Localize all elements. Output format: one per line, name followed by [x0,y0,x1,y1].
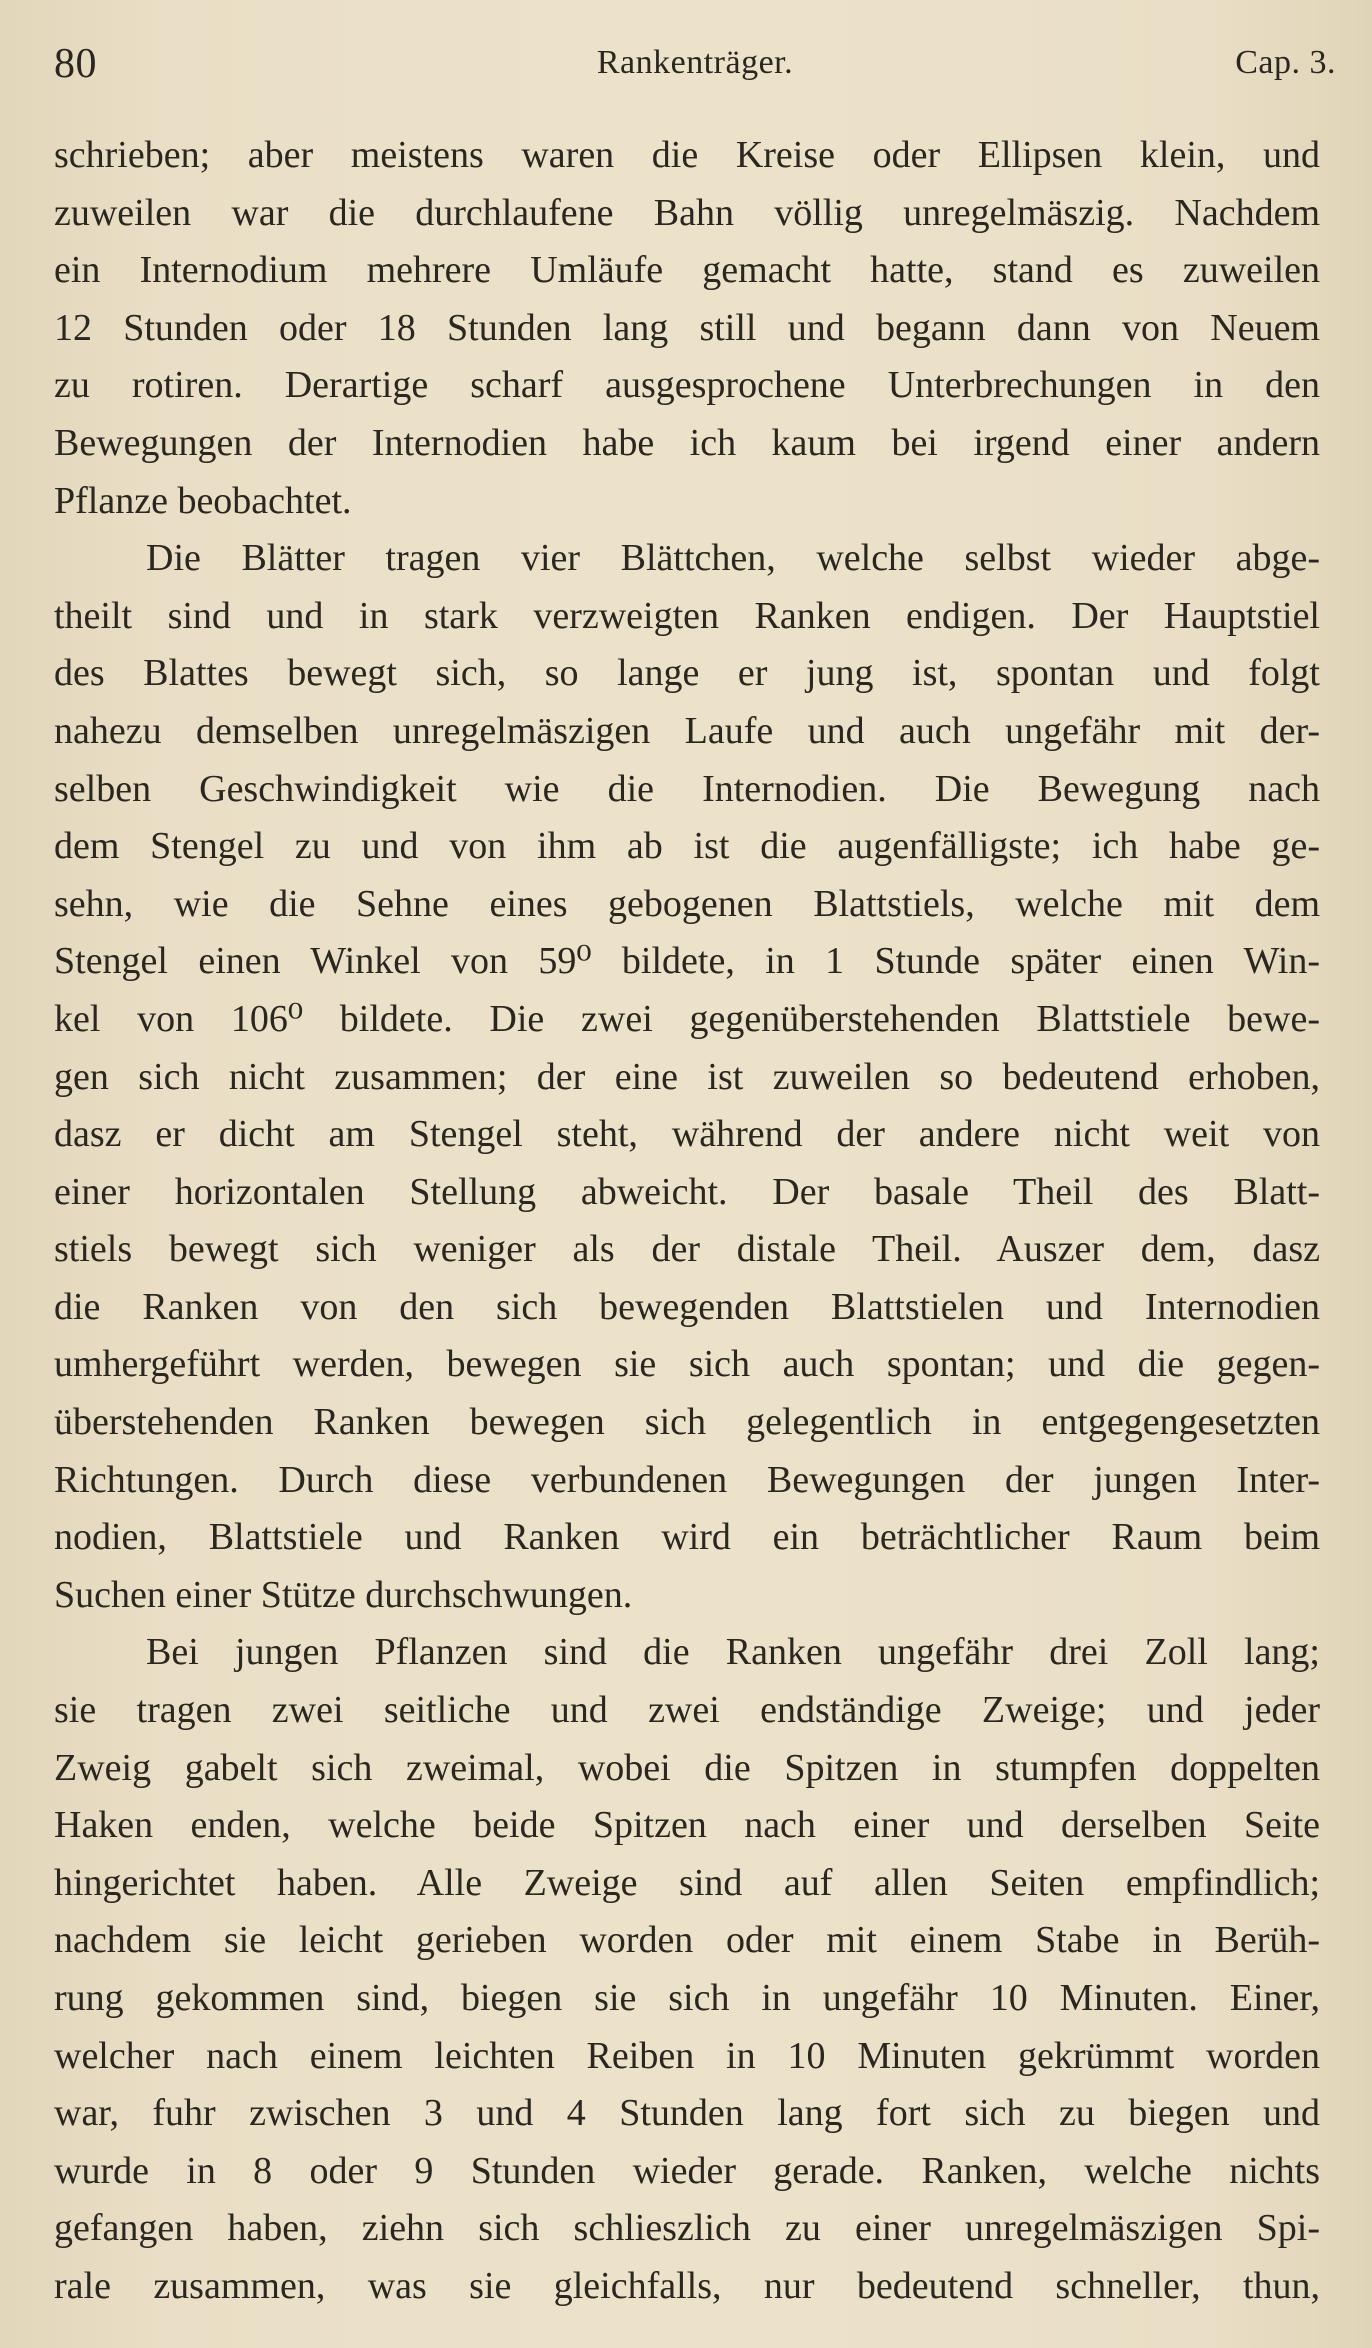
chapter-label: Cap. 3. [1235,44,1336,81]
text-line: nahezu demselben unregelmäszigen Laufe und auch ungefähr mit der- [54,709,1320,752]
text-line: Bei jungen Pflanzen sind die Ranken ungefähr drei Zoll lang; [146,1631,1320,1674]
text-line: ein Internodium mehrere Umläufe gemacht hatte, stand es zuweilen [54,249,1320,292]
text-line: war, fuhr zwischen 3 und 4 Stunden lang fort sich zu biegen und [54,2092,1320,2135]
text-line: 12 Stunden oder 18 Stunden lang still und begann dann von Neuem [54,306,1320,349]
text-line: Pflanze beobachtet. [54,479,352,522]
running-head [54,40,1336,100]
text-line: gefangen haben, ziehn sich schlieszlich zu einer unregelmäszigen Spi- [54,2207,1320,2250]
text-line: Stengel einen Winkel von 59⁰ bildete, in 1 Stunde später einen Win- [54,940,1320,983]
paragraph [54,127,1320,530]
text-line: umhergeführt werden, bewegen sie sich auch spontan; und die gegen- [54,1343,1320,1386]
text-line: kel von 106⁰ bildete. Die zwei gegenüberstehenden Blattstiele bewe- [54,997,1320,1040]
text-line: gen sich nicht zusammen; der eine ist zuweilen so bedeutend erhoben, [54,1055,1320,1098]
text-line: Die Blätter tragen vier Blättchen, welche selbst wieder abge- [146,537,1320,580]
text-line: Richtungen. Durch diese verbundenen Bewegungen der jungen Inter- [54,1458,1320,1501]
text-line: Bewegungen der Internodien habe ich kaum bei irgend einer andern [54,421,1320,464]
paragraph [54,530,1320,1624]
text-line: die Ranken von den sich bewegenden Blattstielen und Internodien [54,1285,1320,1328]
text-line: stiels bewegt sich weniger als der distale Theil. Auszer dem, dasz [54,1228,1320,1271]
text-line: Haken enden, welche beide Spitzen nach einer und derselben Seite [54,1804,1320,1847]
text-line: überstehenden Ranken bewegen sich gelegentlich in entgegengesetzten [54,1401,1320,1444]
body-text [54,127,1320,2316]
page-number: 80 [54,41,97,87]
text-line: selben Geschwindigkeit wie die Internodien. Die Bewegung nach [54,767,1320,810]
text-line: dasz er dicht am Stengel steht, während der andere nicht weit von [54,1113,1320,1156]
text-line: hingerichtet haben. Alle Zweige sind auf allen Seiten empfindlich; [54,1861,1320,1904]
paragraph [54,1624,1320,2315]
text-line: schrieben; aber meistens waren die Kreise oder Ellipsen klein, und [54,134,1320,176]
text-line: zuweilen war die durchlaufene Bahn völlig unregelmäszig. Nachdem [54,191,1320,234]
text-line: nodien, Blattstiele und Ranken wird ein beträchtlicher Raum beim [54,1516,1320,1559]
text-line: zu rotiren. Derartige scharf ausgesprochene Unterbrechungen in den [54,364,1320,407]
text-line: rung gekommen sind, biegen sie sich in ungefähr 10 Minuten. Einer, [54,1977,1320,2019]
text-line: Zweig gabelt sich zweimal, wobei die Spitzen in stumpfen doppelten [54,1746,1320,1789]
text-line: theilt sind und in stark verzweigten Ranken endigen. Der Hauptstiel [54,594,1320,637]
text-line: sehn, wie die Sehne eines gebogenen Blattstiels, welche mit dem [54,882,1320,925]
text-line: einer horizontalen Stellung abweicht. Der basale Theil des Blatt- [54,1170,1320,1213]
text-line: nachdem sie leicht gerieben worden oder mit einem Stabe in Berüh- [54,1919,1320,1962]
text-line: wurde in 8 oder 9 Stunden wieder gerade. Ranken, welche nichts [54,2149,1320,2192]
text-line: dem Stengel zu und von ihm ab ist die augenfälligste; ich habe ge- [54,825,1320,868]
text-line: Suchen einer Stütze durchschwungen. [54,1573,633,1616]
text-line: sie tragen zwei seitliche und zwei endständige Zweige; und jeder [54,1689,1320,1732]
running-title: Rankenträger. [596,44,794,81]
text-line: rale zusammen, was sie gleichfalls, nur bedeutend schneller, thun, [54,2264,1320,2307]
text-line: des Blattes bewegt sich, so lange er jung ist, spontan und folgt [54,652,1320,695]
text-line: welcher nach einem leichten Reiben in 10 Minuten gekrümmt worden [54,2034,1320,2077]
